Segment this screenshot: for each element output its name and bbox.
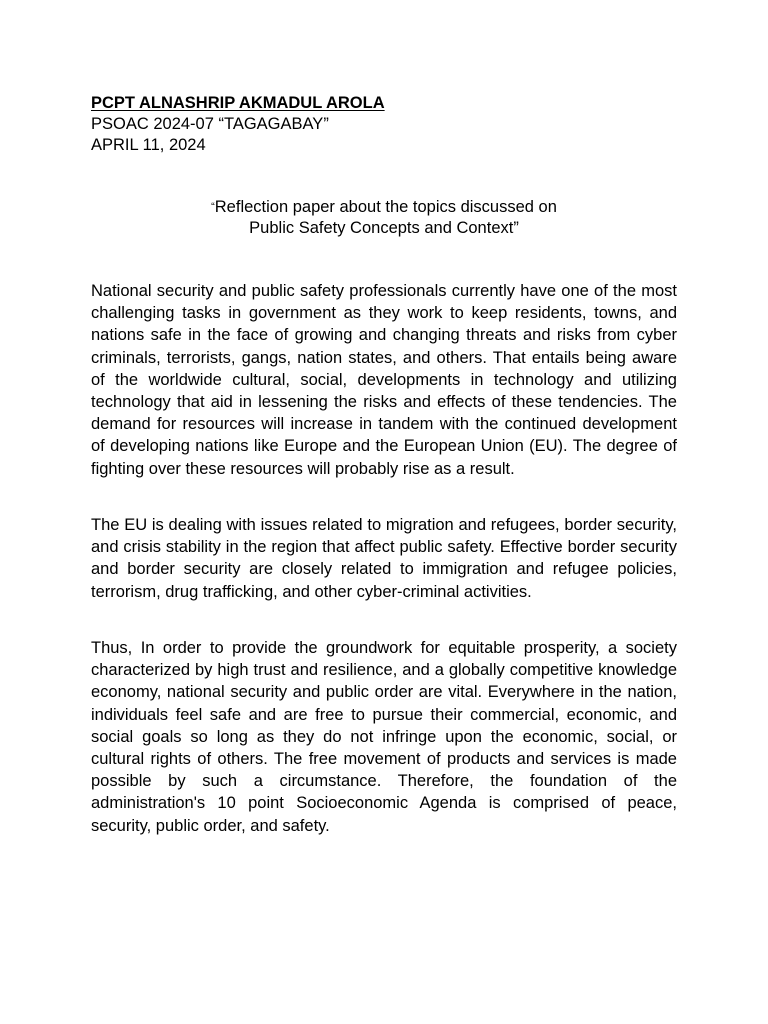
title-line-2: Public Safety Concepts and Context” bbox=[249, 219, 519, 237]
paragraph-2: The EU is dealing with issues related to migration and refugees, border security, and crisis stability in the region that affect public safety. Effective border security and border security are closely related to immigration and refugee policies, terrorism, drug trafficking, and other cyber-criminal activities. bbox=[91, 516, 677, 601]
title-line-1 bbox=[91, 197, 677, 218]
document-header bbox=[91, 93, 591, 156]
paper-title bbox=[91, 197, 677, 239]
course-line: PSOAC 2024-07 “TAGAGABAY” bbox=[91, 115, 329, 133]
title-open-quote: “ bbox=[211, 201, 215, 213]
date-line: APRIL 11, 2024 bbox=[91, 136, 206, 154]
paragraph-1: National security and public safety professionals currently have one of the most challenging tasks in government as they work to keep residents, towns, and nations safe in the face of growing and changing threats and risks from cyber criminals, terrorists, gangs, nation states, and others. That entails being aware of the worldwide cultural, social, developments in technology and utilizing technology that aid in lessening the risks and effects of these tendencies. The demand for resources will increase in tandem with the continued development of developing nations like Europe and the European Union (EU). The degree of fighting over these resources will probably rise as a result. bbox=[91, 282, 677, 478]
title-line-1-text: Reflection paper about the topics discussed on bbox=[214, 198, 557, 216]
author-name: PCPT ALNASHRIP AKMADUL AROLA bbox=[91, 94, 385, 112]
paragraph-3: Thus, In order to provide the groundwork for equitable prosperity, a society characterized by high trust and resilience, and a globally competitive knowledge economy, national security and public order are vital. Everywhere in the nation, individuals feel safe and are free to pursue their commercial, economic, and social goals so long as they do not infringe upon the economic, social, or cultural rights of others. The free movement of products and services is made possible by such a circumstance. Therefore, the foundation of the administration's 10 point Socioeconomic Agenda is comprised of peace, security, public order, and safety. bbox=[91, 639, 677, 835]
